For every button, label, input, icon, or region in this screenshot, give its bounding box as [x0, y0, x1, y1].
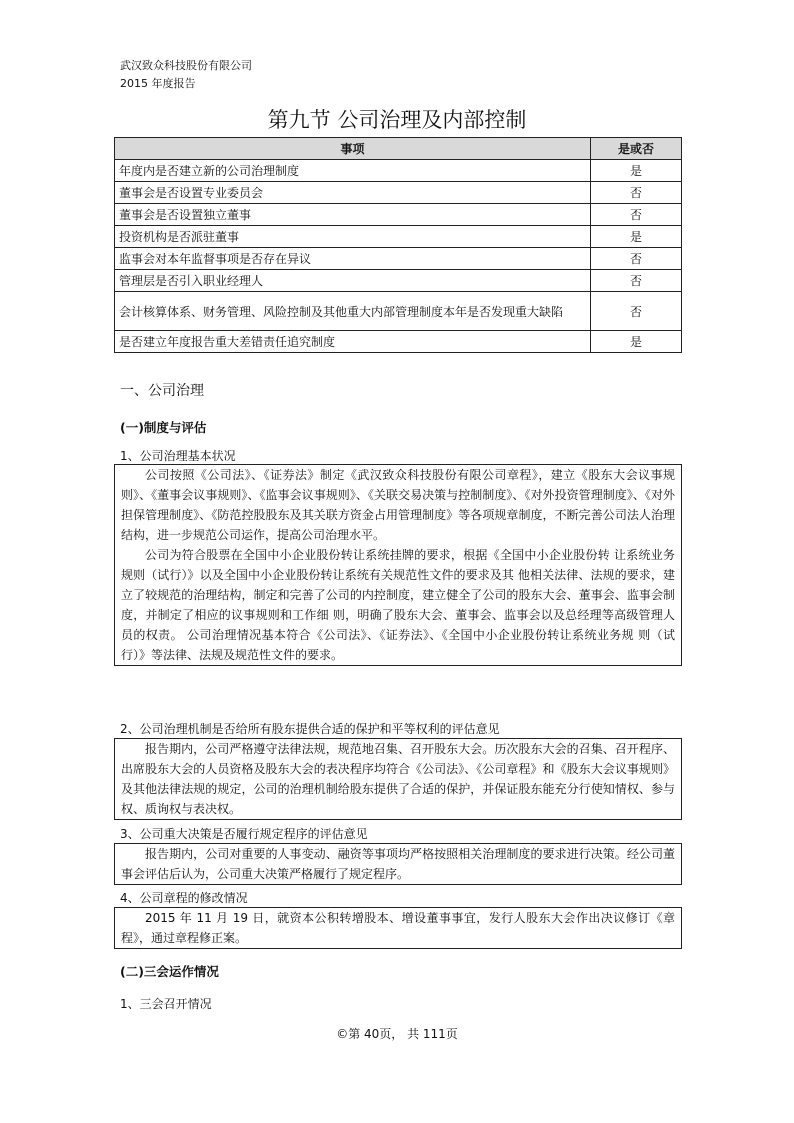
summary-table: [114, 137, 682, 353]
heading-corporate-governance: 一、公司治理: [120, 383, 204, 399]
row-value: 否: [591, 292, 682, 331]
section-title: 第九节 公司治理及内部控制: [267, 108, 527, 132]
row-value: 否: [591, 182, 682, 204]
subheading-three-meetings: (二)三会运作情况: [120, 964, 219, 979]
table-row: [115, 292, 682, 331]
item1-box: [114, 464, 682, 666]
item1-label: 1、公司治理基本状况: [120, 449, 236, 463]
row-item: 监事会对本年监督事项是否存在异议: [115, 248, 591, 270]
item2-paragraph: 报告期内，公司严格遵守法律法规，规范地召集、召开股东大会。历次股东大会的召集、召开程序、出席股东大会的人员资格及股东大会的表决程序均符合《公司法》、《公司章程》和《股东大会议事规则》及其他法律法规的规定，公司的治理机制给股东提供了合适的保护，并保证股东能充分行使知情权、参与权、质询权与表决权。: [121, 742, 675, 816]
row-item: 年度内是否建立新的公司治理制度: [115, 160, 591, 182]
row-item: 是否建立年度报告重大差错责任追究制度: [115, 331, 591, 353]
table-row: [115, 270, 682, 292]
row-value: 是: [591, 226, 682, 248]
header-report: 2015 年度报告: [120, 77, 196, 90]
table-row: [115, 248, 682, 270]
item3-label: 3、公司重大决策是否履行规定程序的评估意见: [120, 827, 368, 841]
row-item: 管理层是否引入职业经理人: [115, 270, 591, 292]
table-header-row: [115, 138, 682, 160]
row-value: 否: [591, 270, 682, 292]
item1-paragraph-2: 公司为符合股票在全国中小企业股份转让系统挂牌的要求，根据《全国中小企业股份转 让系统业务规则（试行）》以及全国中小企业股份转让系统有关规范性文件的要求及其 他相关法律、法规的要求，建立了较规范的治理结构，制定和完善了公司的内控制度，建立健全了公司的股东大会、董事会、监事会制度，并制定了相应的议事规则和工作细 则，明确了股东大会、董事会、监事会以及总经理等高级管理人员的权责。 公司治理情况基本符合《公司法》、《证券法》、《全国中小企业股份转让系统业务规 则（试行）》等法律、法规及规范性文件的要求。: [121, 548, 675, 662]
item5-label: 1、三会召开情况: [120, 997, 212, 1011]
table-row: [115, 160, 682, 182]
item2-box: [114, 738, 682, 820]
table-row: [115, 331, 682, 353]
table-row: [115, 204, 682, 226]
item4-box: [114, 907, 682, 949]
row-value: 是: [591, 331, 682, 353]
item3-paragraph: 报告期内，公司对重要的人事变动、融资等事项均严格按照相关治理制度的要求进行决策。经公司董事会评估后认为，公司重大决策严格履行了规定程序。: [121, 847, 675, 881]
row-item: 董事会是否设置独立董事: [115, 204, 591, 226]
row-value: 否: [591, 204, 682, 226]
item1-paragraph-1: 公司按照《公司法》、《证券法》制定《武汉致众科技股份有限公司章程》，建立《股东大会议事规则》、《董事会议事规则》、《监事会议事规则》、《关联交易决策与控制制度》、《对外投资管理制度》、《对外担保管理制度》、《防范控股股东及其关联方资金占用管理制度》等各项规章制度，不断完善公司法人治理结构，进一步规范公司运作，提高公司治理水平。: [121, 468, 675, 542]
row-item: 董事会是否设置专业委员会: [115, 182, 591, 204]
item4-paragraph: 2015 年 11 月 19 日，就资本公积转增股本、增设董事事宜，发行人股东大会作出决议修订《章程》，通过章程修正案。: [121, 911, 675, 945]
row-value: 是: [591, 160, 682, 182]
row-item: 会计核算体系、财务管理、风险控制及其他重大内部管理制度本年是否发现重大缺陷: [115, 292, 591, 331]
table-row: [115, 182, 682, 204]
row-item: 投资机构是否派驻董事: [115, 226, 591, 248]
page-footer: ©第 40页， 共 111页: [336, 1027, 458, 1041]
item2-label: 2、公司治理机制是否给所有股东提供合适的保护和平等权利的评估意见: [120, 722, 500, 736]
col-header-yesno: 是或否: [591, 138, 682, 160]
row-value: 否: [591, 248, 682, 270]
subheading-system-evaluation: (一)制度与评估: [120, 420, 207, 435]
header-company: 武汉致众科技股份有限公司: [120, 59, 252, 72]
item4-label: 4、公司章程的修改情况: [120, 891, 248, 905]
table-row: [115, 226, 682, 248]
item3-box: [114, 843, 682, 885]
col-header-item: 事项: [115, 138, 591, 160]
